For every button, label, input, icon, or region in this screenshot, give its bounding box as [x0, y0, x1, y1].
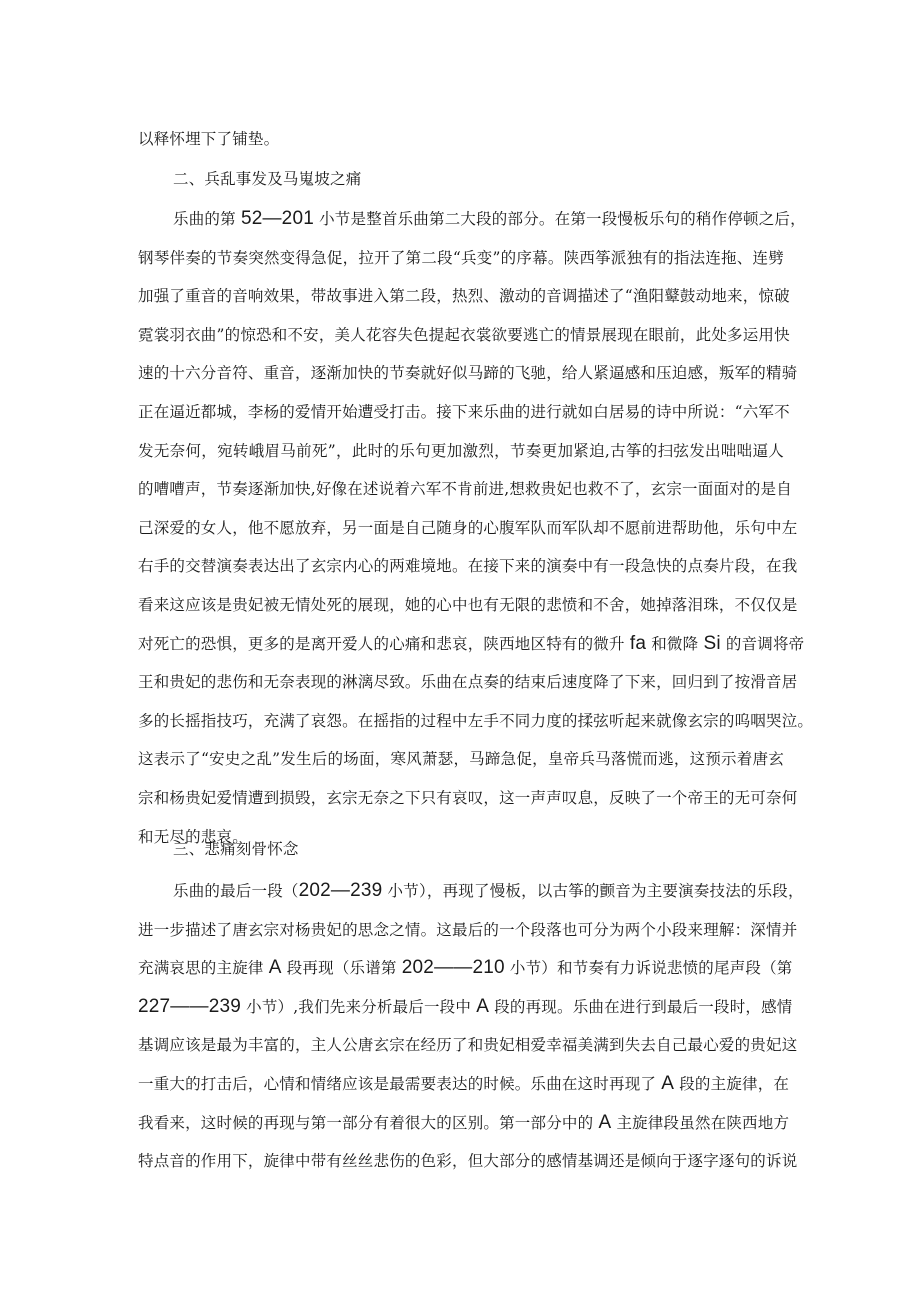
section-2-line: [138, 362, 798, 384]
text-run: 王和贵妃的悲伤和无奈表现的淋漓尽致。乐曲在点奏的结束后速度降了下来，回归到了按滑音居: [138, 673, 798, 692]
text-run: 段再现（乐谱第: [281, 959, 402, 978]
text-run: 的嘈嘈声，节奏逐渐加快,好像在述说着六军不肯前进,想救贵妃也救不了，玄宗一面面对的是自: [138, 480, 792, 499]
carry-over-line: 以释怀埋下了铺垫。: [138, 130, 280, 148]
inline-term: A: [268, 957, 282, 979]
text-run: 和微降: [646, 634, 704, 653]
section-3-line: [138, 1150, 798, 1172]
section-3-line: [138, 919, 798, 941]
inline-term: 202—239: [298, 880, 383, 901]
inline-term: A: [598, 1111, 612, 1133]
section-3-line: [138, 957, 793, 979]
section-3-line: [138, 1073, 790, 1095]
text-run: 段的主旋律，在: [674, 1075, 790, 1093]
text-run: 一重大的打击后，心情和情绪应该是最需要表达的时候。乐曲在这时再现了: [138, 1075, 662, 1093]
text-run: 特点音的作用下，旋律中带有丝丝悲伤的色彩，但大部分的感情基调还是倾向于逐字逐句的诉说: [138, 1152, 798, 1171]
section-3-line: [138, 995, 793, 1018]
section-2-line: [138, 247, 784, 269]
section-3-heading: 三、悲痛刻骨怀念: [173, 840, 299, 858]
text-run: 段的再现。乐曲在进行到最后一段时，感情: [489, 997, 793, 1016]
section-3-line: [138, 1034, 798, 1056]
text-run: 乐曲的第: [173, 210, 241, 228]
text-run: 正在逼近都城，李杨的爱情开始遭受打击。接下来乐曲的进行就如白居易的诗中所说：“六军不: [138, 403, 790, 421]
text-run: 霓裳羽衣曲”的惊恐和不安，美人花容失色提起衣裳欲要逃亡的情景展现在眼前，此处多运用快: [138, 325, 790, 344]
inline-term: 227——239: [138, 995, 242, 1017]
text-run: 小节），再现了慢板，以古筝的颤音为主要演奏技法的乐段，: [382, 882, 804, 900]
text-run: 和无尽的悲哀。: [138, 827, 248, 846]
section-2-heading: 二、兵乱事发及马嵬坡之痛: [173, 170, 362, 188]
text-run: 小节）和节奏有力诉说悲愤的尾声段（第: [504, 959, 793, 978]
text-run: 看来这应该是贵妃被无情处死的展现，她的心中也有无限的悲愤和不舍，她掉落泪珠，不仅仅是: [138, 596, 798, 614]
section-2-line: [138, 710, 814, 732]
section-2-line: [138, 671, 798, 693]
text-run: 加强了重音的音响效果，带故事进入第二段，热烈、激动的音调描述了“渔阳鼙鼓动地来，惊破: [138, 287, 790, 306]
section-2-line: [138, 632, 805, 655]
inline-term: A: [661, 1073, 675, 1094]
section-2-line: [138, 285, 790, 307]
text-run: 的音调将帝: [720, 634, 805, 653]
inline-term: Si: [703, 632, 721, 654]
section-2-line: [138, 787, 798, 809]
text-run: 这表示了“安史之乱”发生后的场面，寒风萧瑟，马蹄急促，皇帝兵马落慌而逃，这预示着唐玄: [138, 750, 784, 769]
text-run: 对死亡的恐惧，更多的是离开爱人的心痛和悲哀，陕西地区特有的微升: [138, 634, 630, 653]
section-3-line: [173, 880, 804, 902]
section-2-line: [138, 517, 798, 539]
section-2-line: [138, 324, 790, 346]
inline-term: 202——210: [401, 957, 505, 979]
inline-term: 52—201: [240, 208, 314, 229]
text-run: 我看来，这时候的再现与第一部分有着很大的区别。第一部分中的: [138, 1113, 599, 1132]
section-2-line: [138, 401, 790, 423]
text-run: 主旋律段虽然在陕西地方: [611, 1113, 790, 1132]
text-run: 发无奈何，宛转峨眉马前死”，此时的乐句更加激烈，节奏更加紧迫,古筝的扫弦发出咄咄逼人: [138, 441, 784, 460]
inline-term: fa: [629, 632, 647, 654]
text-run: 多的长摇指技巧，充满了哀怨。在摇指的过程中左手不同力度的揉弦听起来就像玄宗的呜咽哭泣。: [138, 711, 814, 730]
text-run: 小节是整首乐曲第二大段的部分。在第一段慢板乐句的稍作停顿之后，: [313, 210, 806, 228]
section-2-line: [173, 208, 806, 230]
text-run: 右手的交替演奏表达出了玄宗内心的两难境地。在接下来的演奏中有一段急快的点奏片段，在我: [138, 557, 798, 576]
text-run: 速的十六分音符、重音，逐渐加快的节奏就好似马蹄的飞驰，给人紧逼感和压迫感，叛军的精骑: [138, 364, 798, 383]
text-run: 进一步描述了唐玄宗对杨贵妃的思念之情。这最后的一个段落也可分为两个小段来理解：深情并: [138, 920, 798, 939]
inline-term: A: [476, 995, 490, 1017]
text-run: 钢琴伴奏的节奏突然变得急促，拉开了第二段“兵变”的序幕。陕西筝派独有的指法连拖、连劈: [138, 248, 784, 267]
section-2-line: [138, 478, 792, 500]
text-run: 充满哀思的主旋律: [138, 959, 269, 978]
text-run: 基调应该是最为丰富的，主人公唐玄宗在经历了和贵妃相爱幸福美满到失去自己最心爱的贵妃这: [138, 1036, 798, 1055]
section-2-line: [138, 748, 784, 770]
section-2-line: [138, 440, 784, 462]
section-2-line: [138, 594, 798, 616]
text-run: 乐曲的最后一段（: [173, 882, 299, 900]
text-run: 己深爱的女人，他不愿放弃，另一面是自己随身的心腹军队而军队却不愿前进帮助他，乐句中左: [138, 518, 798, 537]
section-2-line: [138, 555, 798, 577]
section-3-line: [138, 1111, 790, 1134]
text-run: 小节）,我们先来分析最后一段中: [241, 997, 477, 1016]
text-run: 宗和杨贵妃爱情遭到损毁，玄宗无奈之下只有哀叹，这一声声叹息，反映了一个帝王的无可奈何: [138, 789, 798, 807]
